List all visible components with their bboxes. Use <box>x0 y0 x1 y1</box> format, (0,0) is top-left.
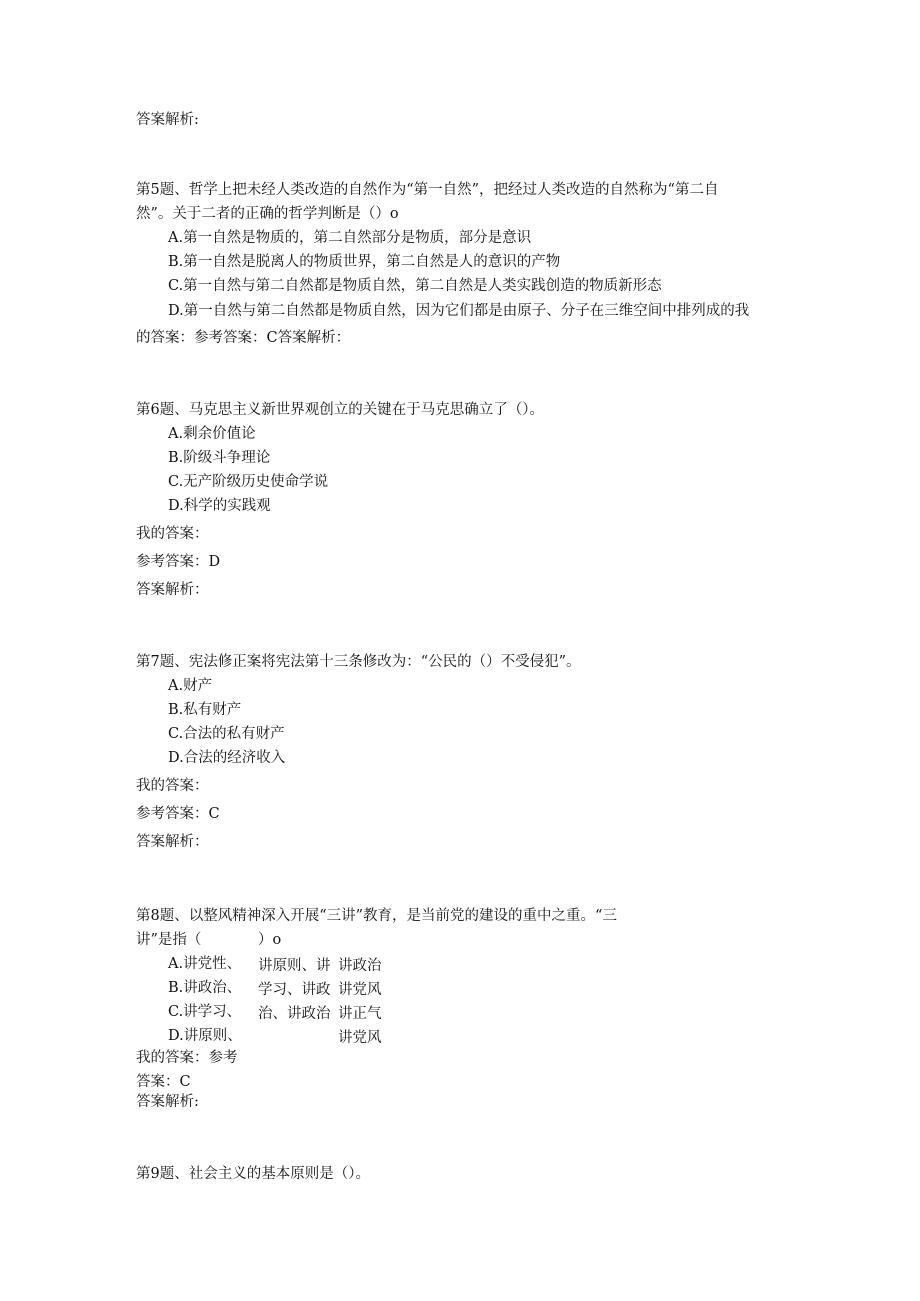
q5-option-a: A.第一自然是物质的，第二自然部分是物质，部分是意识 <box>168 230 532 246</box>
q8-option-c: C.讲学习、 <box>168 1004 242 1020</box>
q8-options-column-3 <box>338 954 382 1050</box>
q8-col2-line: 学习、讲政 <box>258 982 331 998</box>
q6-option-d: D.科学的实践观 <box>168 498 271 514</box>
q8-answer-line1: 我的答案：参考 <box>136 1050 238 1066</box>
q9-stem: 第9题、社会主义的基本原则是（）。 <box>136 1166 370 1182</box>
q7-my-answer: 我的答案： <box>136 778 209 794</box>
q8-col2-line: 治、讲政治 <box>258 1006 331 1022</box>
q8-options-column-2 <box>258 954 331 1026</box>
q7-option-c: C.合法的私有财产 <box>168 726 285 742</box>
top-analysis-label: 答案解析: <box>136 112 199 128</box>
q8-option-b: B.讲政治、 <box>168 980 242 996</box>
q5-option-b: B.第一自然是脱离人的物质世界，第二自然是人的意识的产物 <box>168 254 561 270</box>
q8-options-column-1 <box>168 952 242 1048</box>
q8-stem-line1: 第8题、以整风精神深入开展“三讲”教育，是当前党的建设的重中之重。“三 <box>136 908 617 924</box>
q8-col3-line: 讲党风 <box>338 982 382 998</box>
q8-col3-line: 讲政治 <box>338 958 382 974</box>
q8-col3-line: 讲党风 <box>338 1030 382 1046</box>
q8-analysis: 答案解析: <box>136 1094 199 1110</box>
q5-stem-line2: 然”。关于二者的正确的哲学判断是（）o <box>136 206 399 222</box>
q7-stem: 第7题、宪法修正案将宪法第十三条修改为：“公民的（）不受侵犯”。 <box>136 654 581 670</box>
q6-ref-answer: 参考答案：D <box>136 554 221 570</box>
q5-option-d: D.第一自然与第二自然都是物质自然，因为它们都是由原子、分子在三维空间中排列成的我 <box>168 303 750 319</box>
q6-stem: 第6题、马克思主义新世界观创立的关键在于马克思确立了（）。 <box>136 402 544 418</box>
q5-option-c: C.第一自然与第二自然都是物质自然，第二自然是人类实践创造的物质新形态 <box>168 278 662 294</box>
q8-col3-line: 讲正气 <box>338 1006 382 1022</box>
q7-option-d: D.合法的经济收入 <box>168 750 286 766</box>
q6-option-b: B.阶级斗争理论 <box>168 450 271 466</box>
q7-ref-answer: 参考答案：C <box>136 806 220 822</box>
q6-option-a: A.剩余价值论 <box>168 426 256 442</box>
q5-answer-line: 的答案：参考答案：C答案解析： <box>136 330 351 346</box>
q8-col2-line: 讲原则、讲 <box>258 958 331 974</box>
q5-stem-line1: 第5题、哲学上把未经人类改造的自然作为“第一自然”，把经过人类改造的自然称为“第二自 <box>136 182 719 198</box>
q6-analysis: 答案解析： <box>136 582 209 598</box>
q8-stem-line2-start: 讲”是指（ <box>136 932 202 948</box>
q8-stem-line2-end: ）o <box>258 932 282 948</box>
q6-my-answer: 我的答案： <box>136 526 209 542</box>
q6-option-c: C.无产阶级历史使命学说 <box>168 474 329 490</box>
q7-option-b: B.私有财产 <box>168 702 242 718</box>
q8-option-d: D.讲原则、 <box>168 1028 242 1044</box>
q7-option-a: A.财产 <box>168 678 213 694</box>
q8-option-a: A.讲党性、 <box>168 956 242 972</box>
q8-answer-line2: 答案：C <box>136 1074 191 1090</box>
q7-analysis: 答案解析： <box>136 834 209 850</box>
